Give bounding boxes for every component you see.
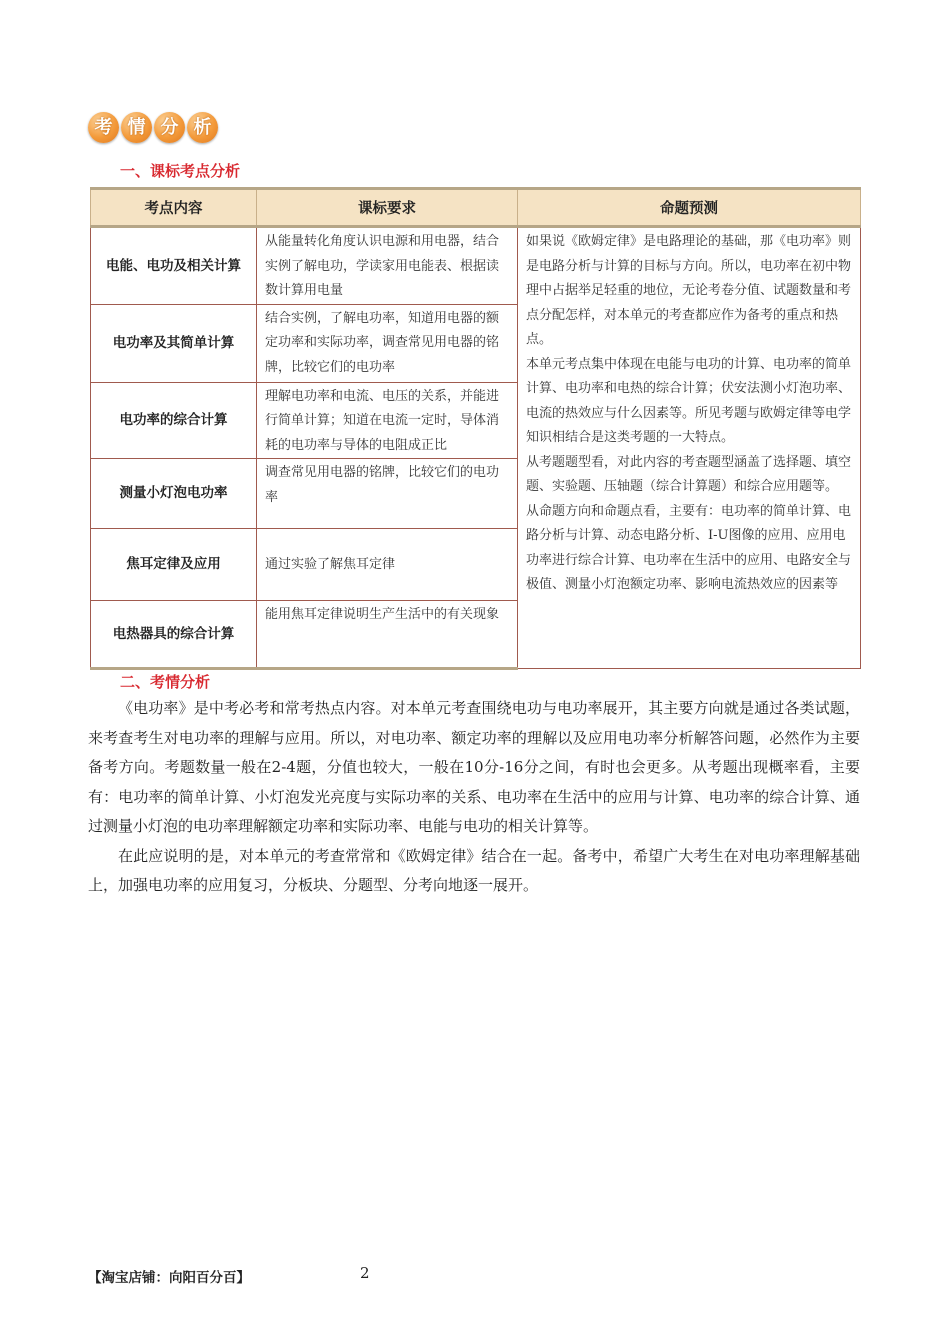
prediction-paragraph: 如果说《欧姆定律》是电路理论的基础，那《电功率》则是电路分析与计算的目标与方向。所以，电功率在初中物理中占据举足轻重的地位，无论考卷分值、试题数量和考点分配怎样，对本单元的考查都应作为备考的重点和热点。 bbox=[526, 234, 852, 347]
requirement-cell: 从能量转化角度认识电源和用电器，结合实例了解电功，学读家用电能表、根据读数计算用电量 bbox=[257, 227, 518, 305]
exam-points-table bbox=[90, 187, 861, 670]
footer-shop-label: 【淘宝店铺：向阳百分百】 bbox=[88, 1270, 250, 1286]
badge-char: 分 bbox=[154, 112, 185, 143]
topic-cell: 焦耳定律及应用 bbox=[91, 529, 257, 601]
prediction-cell bbox=[518, 227, 861, 669]
column-header: 考点内容 bbox=[91, 189, 257, 227]
topic-cell: 测量小灯泡电功率 bbox=[91, 459, 257, 529]
badge-char: 析 bbox=[187, 112, 218, 143]
column-header: 命题预测 bbox=[518, 189, 861, 227]
requirement-cell: 能用焦耳定律说明生产生活中的有关现象 bbox=[257, 601, 518, 669]
analysis-body bbox=[88, 694, 860, 901]
section-title-analysis: 二、考情分析 bbox=[120, 673, 211, 691]
analysis-paragraph: 《电功率》是中考必考和常考热点内容。对本单元考查围绕电功与电功率展开，其主要方向就是通过各类试题，来考查考生对电功率的理解与应用。所以，对电功率、额定功率的理解以及应用电功率分析解答问题，必然作为主要备考方向。考题数量一般在2-4题，分值也较大，一般在10分-16分之间，有时也会更多。从考题出现概率看，主要有：电功率的简单计算、小灯泡发光亮度与实际功率的关系、电功率在生活中的应用与计算、电功率的综合计算、通过测量小灯泡的电功率理解额定功率和实际功率、电能与电功的相关计算等。 bbox=[88, 699, 860, 835]
requirement-cell: 通过实验了解焦耳定律 bbox=[257, 529, 518, 601]
topic-cell: 电功率的综合计算 bbox=[91, 382, 257, 459]
table-header-row bbox=[91, 189, 861, 227]
badge-char: 考 bbox=[88, 112, 119, 143]
column-header: 课标要求 bbox=[257, 189, 518, 227]
badge-char: 情 bbox=[121, 112, 152, 143]
page-number: 2 bbox=[360, 1264, 370, 1282]
requirement-cell: 理解电功率和电流、电压的关系，并能进行简单计算；知道在电流一定时，导体消耗的电功率与导体的电阻成正比 bbox=[257, 382, 518, 459]
prediction-paragraph: 本单元考点集中体现在电能与电功的计算、电功率的简单计算、电功率和电热的综合计算；伏安法测小灯泡功率、电流的热效应与什么因素等。所见考题与欧姆定律等电学知识相结合是这类考题的一大特点。 bbox=[526, 356, 852, 445]
topic-cell: 电热器具的综合计算 bbox=[91, 601, 257, 669]
section-badge bbox=[88, 112, 220, 143]
prediction-paragraph: 从考题题型看，对此内容的考查题型涵盖了选择题、填空题、实验题、压轴题（综合计算题）和综合应用题等。 bbox=[526, 454, 852, 494]
requirement-cell: 调查常见用电器的铭牌，比较它们的电功率 bbox=[257, 459, 518, 529]
analysis-paragraph: 在此应说明的是，对本单元的考查常常和《欧姆定律》结合在一起。备考中，希望广大考生在对电功率理解基础上，加强电功率的应用复习，分板块、分题型、分考向地逐一展开。 bbox=[88, 846, 860, 894]
topic-cell: 电功率及其简单计算 bbox=[91, 304, 257, 382]
prediction-paragraph: 从命题方向和命题点看，主要有：电功率的简单计算、电路分析与计算、动态电路分析、I-U图像的应用、应用电功率进行综合计算、电功率在生活中的应用、电路安全与极值、测量小灯泡额定功率、影响电流热效应的因素等 bbox=[526, 503, 852, 592]
table-row bbox=[91, 227, 861, 305]
section-title-standards: 一、课标考点分析 bbox=[120, 162, 241, 180]
topic-cell: 电能、电功及相关计算 bbox=[91, 227, 257, 305]
requirement-cell: 结合实例，了解电功率，知道用电器的额定功率和实际功率，调查常见用电器的铭牌，比较它们的电功率 bbox=[257, 304, 518, 382]
